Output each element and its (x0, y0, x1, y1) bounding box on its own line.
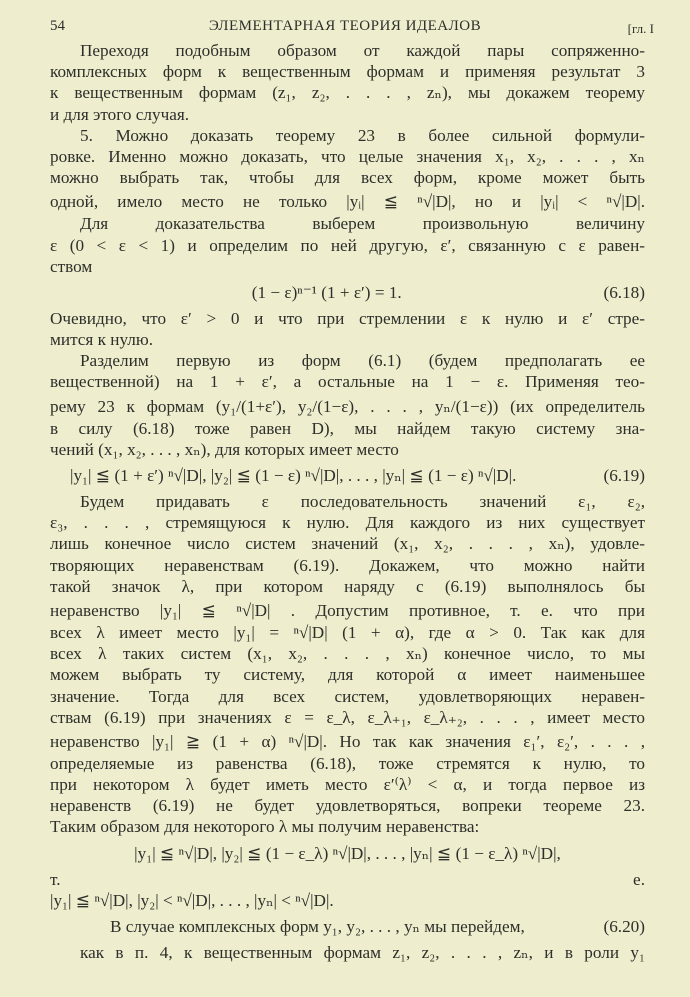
chapter-marker: [гл. I (627, 21, 654, 36)
formula-line (50, 277, 645, 308)
text-line (50, 643, 645, 664)
text-line (50, 512, 645, 533)
line-text: одной, имело место не только |yᵢ| ≦ ⁿ√|D|, но и |yᵢ| < ⁿ√|D|. (50, 192, 645, 212)
text-line (50, 418, 645, 439)
line-text: лишь конечное число систем значений (x₁, x₂, . . . , xₙ), удовле- (50, 534, 645, 554)
line-text: Очевидно, что ε′ > 0 и что при стремлении ε к нулю и ε′ стре- (50, 308, 645, 328)
line-text: в силу (6.18) тоже равен D), мы найдем такую систему зна- (50, 418, 645, 438)
line-text: комплексных форм к вещественным формам и применяя результат 3 (50, 62, 645, 82)
text-line (50, 707, 645, 728)
line-text: т. е. (50, 869, 645, 889)
line-text: значение. Тогда для всех систем, удовлетворяющих неравен- (50, 686, 645, 706)
text-line (50, 82, 645, 103)
line-text: Разделим первую из форм (6.1) (будем предполагать ее (80, 351, 645, 371)
text-line (50, 40, 645, 61)
formula-line (50, 838, 645, 869)
line-text: неравенство |y₁| ≧ (1 + α) ⁿ√|D|. Но так как значения ε₁′, ε₂′, . . . , (50, 731, 645, 751)
text-line (50, 125, 645, 146)
text-line (50, 213, 645, 234)
line-text: 5. Можно доказать теорему 23 в более сильной формули- (80, 125, 645, 145)
equation-number: (6.20) (603, 917, 645, 936)
text-line (50, 393, 645, 418)
line-text: вещественной) на 1 + ε′, а остальные на 1 − ε. Применяя тео- (50, 372, 645, 392)
equation-number: (6.19) (603, 466, 645, 485)
line-text: Для доказательства выберем произвольную величину (80, 214, 645, 234)
line-text: такой значок λ, при котором наряду с (6.19) выполнялось бы (50, 576, 645, 596)
text-line (50, 491, 645, 512)
text-line (50, 350, 645, 371)
line-text: |y₁| ≦ ⁿ√|D|, |y₂| ≦ (1 − ε_λ) ⁿ√|D|, . . . , |yₙ| ≦ (1 − ε_λ) ⁿ√|D|, (134, 843, 561, 863)
line-text: ствам (6.19) при значениях ε = ε_λ, ε_λ₊₁, ε_λ₊₂, . . . , имеет место (50, 707, 645, 727)
text-line (50, 942, 645, 963)
line-text: ровке. Именно можно доказать, что целые значения x₁, x₂, . . . , xₙ (50, 146, 645, 166)
line-text: рему 23 к формам (y₁/(1+ε′), y₂/(1−ε), . . . , yₙ/(1−ε)) (их определитель (50, 396, 645, 416)
equation-number: (6.18) (603, 282, 645, 302)
line-text: Переходя подобным образом от каждой пары сопряженно- (80, 41, 645, 60)
line-text: и для этого случая. (50, 104, 190, 124)
text-line (50, 774, 645, 795)
line-text: можно выбрать так, чтобы для всех форм, кроме может быть (50, 168, 645, 188)
line-text: (1 − ε)ⁿ⁻¹ (1 + ε′) = 1. (251, 282, 402, 302)
line-text: Таким образом для некоторого λ мы получим неравенства: (50, 817, 480, 837)
page-number: 54 (50, 18, 65, 34)
text-line (50, 890, 645, 911)
text-line (50, 188, 645, 213)
text-line (50, 816, 645, 837)
formula-line (50, 911, 645, 942)
formula-line (50, 460, 645, 491)
line-text: при некотором λ будет иметь место ε′⁽λ⁾ < α, и тогда первое из (50, 775, 645, 795)
line-text: Будем придавать ε последовательность значений ε₁, ε₂, (80, 492, 645, 511)
line-text: как в п. 4, к вещественным формам z₁, z₂, . . . , zₙ, и в роли y₁ (80, 943, 645, 962)
line-text: ε (0 < ε < 1) и определим по ней другую, ε′, связанную с ε равен- (50, 235, 645, 255)
line-text: |y₁| ≦ (1 + ε′) ⁿ√|D|, |y₂| ≦ (1 − ε) ⁿ√|D|, . . . , |yₙ| ≦ (1 − ε) ⁿ√|D|. (70, 466, 517, 485)
text-line (50, 146, 645, 167)
line-text: к вещественным формам (z₁, z₂, . . . , zₙ), мы докажем теорему (50, 83, 645, 103)
line-text: чений (x₁, x₂, . . . , xₙ), для которых имеет место (50, 439, 399, 459)
line-text: всех λ имеет место |y₁| = ⁿ√|D| (1 + α), где α > 0. Так как для (50, 622, 645, 642)
text-line (50, 576, 645, 597)
text-line (50, 869, 645, 890)
text-line (50, 308, 645, 329)
text-line (50, 533, 645, 554)
text-line (50, 728, 645, 753)
text-line (50, 104, 645, 125)
text-line (50, 235, 645, 256)
running-title: ЭЛЕМЕНТАРНАЯ ТЕОРИЯ ИДЕАЛОВ (208, 18, 482, 34)
running-header (0, 18, 690, 40)
line-text: всех λ таких систем (x₁, x₂, . . . , xₙ) конечное число, то мы (50, 644, 645, 664)
page-body (50, 40, 645, 963)
text-line (50, 622, 645, 643)
line-text: |y₁| ≦ ⁿ√|D|, |y₂| < ⁿ√|D|, . . . , |yₙ| < ⁿ√|D|. (50, 890, 334, 910)
text-line (50, 597, 645, 622)
text-line (50, 795, 645, 816)
line-text: ε₃, . . . , стремящуюся к нулю. Для каждого из них существует (50, 513, 645, 533)
text-line (50, 329, 645, 350)
line-text: можем выбрать ту систему, для которой α имеет наименьшее (50, 665, 645, 685)
line-text: определяемые из равенства (6.18), тоже стремятся к нулю, то (50, 753, 645, 773)
line-text: В случае комплексных форм y₁, y₂, . . . , yₙ мы перейдем, (110, 917, 525, 936)
line-text: ством (50, 256, 93, 276)
text-line (50, 167, 645, 188)
line-text: неравенство |y₁| ≦ ⁿ√|D| . Допустим противное, т. е. что при (50, 600, 645, 620)
text-line (50, 371, 645, 392)
line-text: мится к нулю. (50, 330, 154, 350)
text-line (50, 753, 645, 774)
text-line (50, 61, 645, 82)
text-line (50, 555, 645, 576)
text-line (50, 439, 645, 460)
text-line (50, 256, 645, 277)
line-text: неравенств (6.19) не будет удовлетворяться, вопреки теореме 23. (50, 796, 645, 816)
line-text: творяющих неравенствам (6.19). Докажем, что можно найти (50, 555, 645, 575)
text-line (50, 686, 645, 707)
text-line (50, 664, 645, 685)
